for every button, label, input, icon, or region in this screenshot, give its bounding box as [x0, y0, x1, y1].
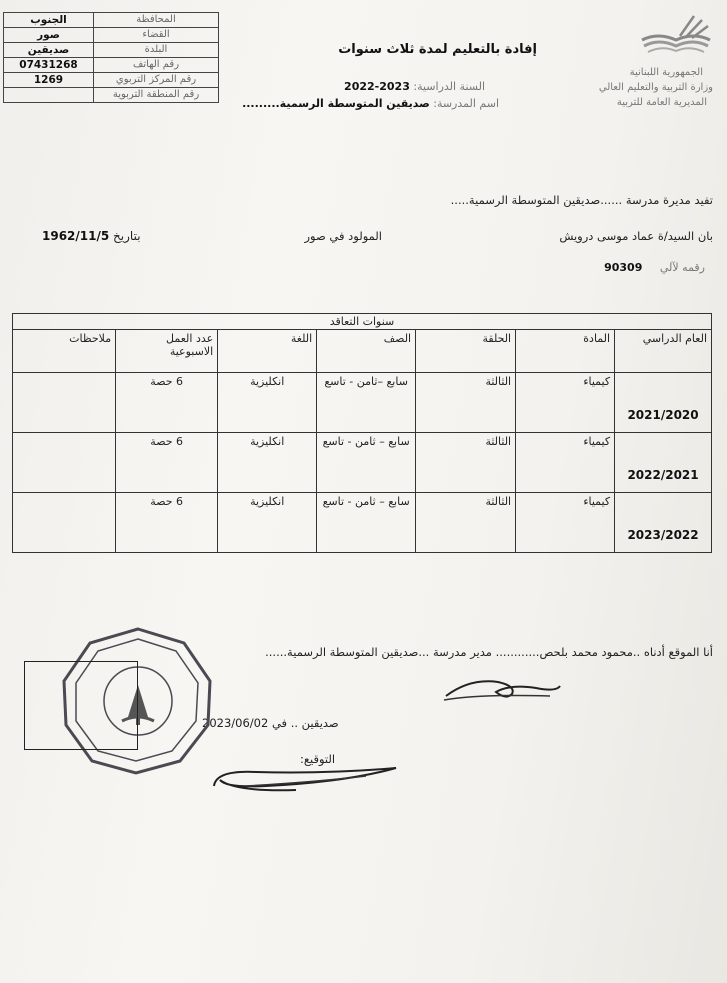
info-label: المحافظة [94, 13, 219, 28]
column-header: اللغة [218, 330, 317, 373]
birth-date-value: 1962/11/5 [42, 229, 110, 243]
school-year-label: السنة الدراسية: [413, 80, 485, 93]
info-label: البلدة [94, 43, 219, 58]
cell-cycle: الثالثة [416, 373, 516, 433]
cell-cycle: الثالثة [416, 493, 516, 553]
cell-language: انكليزية [218, 373, 317, 433]
cell-notes [13, 373, 116, 433]
registration-value: 90309 [604, 261, 643, 274]
cell-subject: كيمياء [516, 493, 615, 553]
body-line-2-born: المولود في صور [304, 229, 382, 243]
info-label: رقم المركز التربوي [94, 73, 219, 88]
cell-year: 2023/2022 [615, 493, 712, 553]
school-year [344, 80, 485, 93]
document-title: إفادة بالتعليم لمدة ثلاث سنوات [338, 42, 537, 57]
ministry-line-3: المديرية العامة للتربية [616, 97, 707, 108]
table-row [13, 373, 712, 433]
info-value: صور [4, 28, 94, 43]
info-label: القضاء [94, 28, 219, 43]
info-box [3, 12, 219, 103]
info-row [4, 13, 219, 28]
cell-subject: كيمياء [516, 433, 615, 493]
cell-hours: 6 حصة [116, 493, 218, 553]
column-header: المادة [516, 330, 615, 373]
registration-label: رقمه لآلي [659, 261, 705, 274]
column-header: الحلقة [416, 330, 516, 373]
body-line-2-name: بان السيد/ة عماد موسى درويش [559, 229, 713, 243]
body-line-2-date [42, 229, 141, 243]
cell-notes [13, 493, 116, 553]
cell-grade: سابع – ثامن - تاسع [317, 433, 416, 493]
info-value: صديقين [4, 43, 94, 58]
info-label: رقم المنطقة التربوية [94, 88, 219, 103]
school-name [242, 97, 499, 110]
table-caption: سنوات التعاقد [13, 314, 712, 330]
cell-language: انكليزية [218, 493, 317, 553]
cell-grade: سابع – ثامن - تاسع [317, 493, 416, 553]
info-row [4, 58, 219, 73]
column-header: عدد العمل الاسبوعية [116, 330, 218, 373]
cell-hours: 6 حصة [116, 373, 218, 433]
contract-years-table [12, 313, 712, 553]
signer-line: أنا الموقع أدناه ..محمود محمد بلحص............ مدير مدرسة ...صديقين المتوسطة الرسمية...... [265, 645, 713, 659]
ministry-line-1: الجمهورية اللبنانية [629, 67, 703, 78]
cell-year: 2021/2020 [615, 373, 712, 433]
cell-subject: كيمياء [516, 373, 615, 433]
school-year-value: 2023-2022 [344, 80, 410, 93]
column-header: العام الدراسي [615, 330, 712, 373]
info-value [4, 88, 94, 103]
info-value: 07431268 [4, 58, 94, 73]
cell-notes [13, 433, 116, 493]
body-line-1: تفيد مديرة مدرسة ......صديقين المتوسطة الرسمية..... [450, 193, 713, 207]
school-name-label: اسم المدرسة: [433, 97, 499, 110]
info-row [4, 88, 219, 103]
place-and-date: صديقين .. في 2023/06/02 [202, 716, 339, 730]
cell-grade: سابع –ثامن - تاسع [317, 373, 416, 433]
registration-number [604, 261, 705, 274]
birth-date-label: بتاريخ [113, 229, 141, 243]
cell-language: انكليزية [218, 433, 317, 493]
column-header: الصف [317, 330, 416, 373]
cell-cycle: الثالثة [416, 433, 516, 493]
signature-label: التوقيع: [300, 752, 336, 766]
info-value: 1269 [4, 73, 94, 88]
table-row [13, 433, 712, 493]
cell-year: 2022/2021 [615, 433, 712, 493]
director-signature-icon [440, 670, 565, 710]
table-row [13, 493, 712, 553]
info-row [4, 43, 219, 58]
ministry-line-2: وزارة التربية والتعليم العالي [598, 82, 713, 93]
info-label: رقم الهاتف [94, 58, 219, 73]
stamp-box [24, 661, 138, 750]
cell-hours: 6 حصة [116, 433, 218, 493]
bottom-signature-icon [206, 756, 402, 800]
info-row [4, 28, 219, 43]
column-header: ملاحظات [13, 330, 116, 373]
school-name-value: صديقين المتوسطة الرسمية......... [242, 97, 430, 110]
ministry-book-logo-icon [638, 10, 714, 54]
info-value: الجنوب [4, 13, 94, 28]
info-row [4, 73, 219, 88]
